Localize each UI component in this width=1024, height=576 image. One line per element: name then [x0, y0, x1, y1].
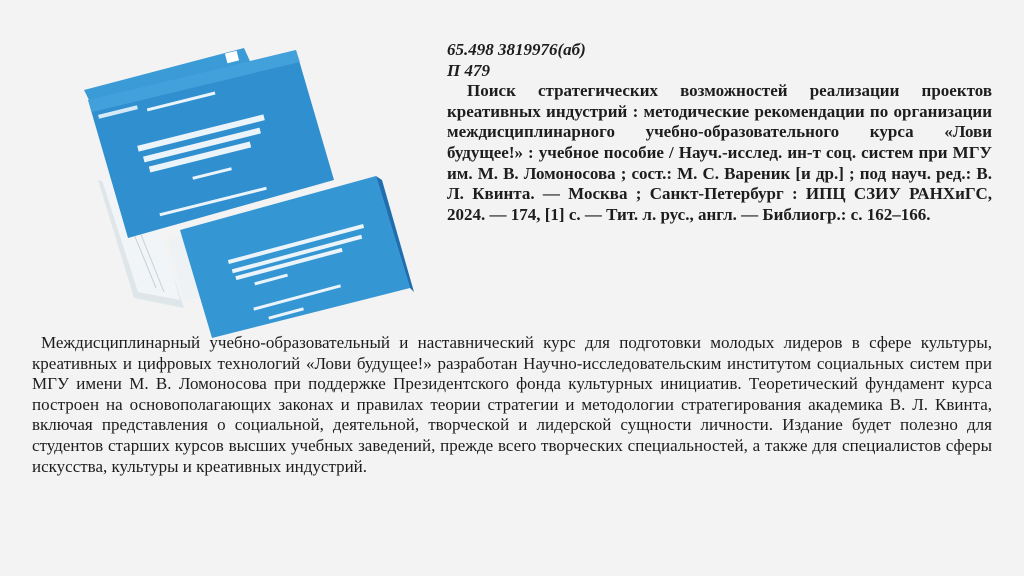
bibliographic-description: Поиск стратегических возможностей реализации проектов креативных индустрий : методические рекомендации по организации междисциплинарного учебно-образовательного курса «Лови будущее!» : учебное пособие / Науч.-исслед. ин-т соц. систем при МГУ им. М. В. Ломоносова ; сост.: М. С. Вареник [и др.] ; под науч. ред.: В. Л. Квинта. — Москва ; Санкт-Петербург : ИПЦ СЗИУ РАНХиГС, 2024. — 174, [1] с. — Тит. л. рус., англ. — Библиогр.: с. 162–166.: [447, 81, 992, 224]
book-abstract: Междисциплинарный учебно-образовательный и наставнический курс для подготовки молодых лидеров в сфере культуры, креативных и цифровых технологий «Лови будущее!» разработан Научно-исследовательским институтом социальных систем при МГУ имени М. В. Ломоносова при поддержке Президентского фонда культурных инициатив. Теоретический фундамент курса построен на основополагающих законах и правилах теории стратегии и методологии стратегирования академика В. Л. Квинта, включая представления о социальной, деятельной, творческой и лидерской сущности личности. Издание будет полезно для студентов старших курсов высших учебных заведений, прежде всего творческих специальностей, а также для специалистов сферы искусства, культуры и креативных индустрий.: [32, 333, 992, 476]
catalog-record: [447, 40, 992, 225]
book-cover-image: [76, 30, 416, 340]
classification-code: 65.498 3819976(аб): [447, 40, 586, 59]
call-number: П 479: [447, 60, 490, 80]
